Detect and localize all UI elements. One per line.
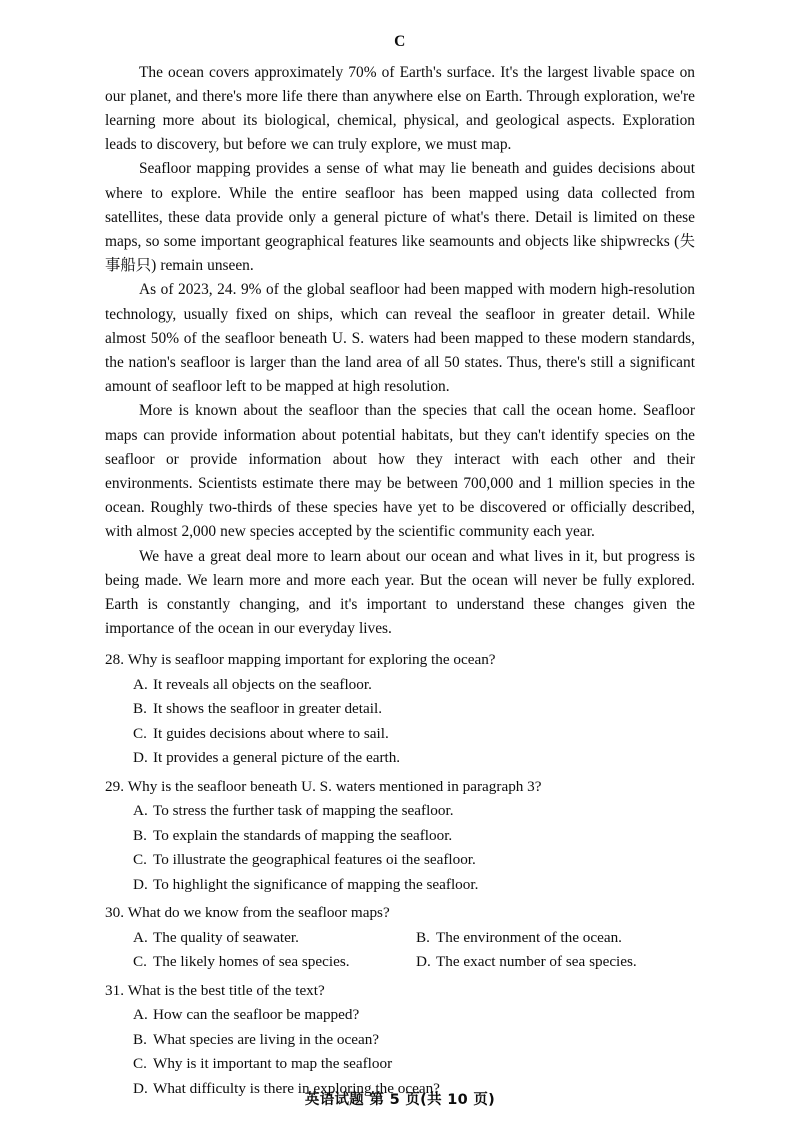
question-30-options [105, 926, 695, 975]
option-28-c-text: It guides decisions about where to sail. [153, 724, 389, 742]
option-31-d-text: What difficulty is there in exploring the ocean? [153, 1079, 440, 1097]
option-31-b-label: B. [133, 1030, 147, 1048]
question-30-stem [105, 901, 695, 926]
option-31-b-text: What species are living in the ocean? [153, 1030, 380, 1048]
reading-passage [105, 61, 695, 642]
option-30-b[interactable] [416, 926, 622, 951]
option-31-a[interactable] [105, 1003, 695, 1028]
option-29-d-text: To highlight the significance of mapping the seafloor. [153, 875, 479, 893]
option-row-30-1 [105, 926, 695, 951]
option-29-c-label: C. [133, 851, 147, 869]
option-29-a-label: A. [133, 802, 148, 820]
option-28-d-label: D. [133, 749, 148, 767]
option-28-d[interactable] [105, 746, 695, 771]
option-30-a-text: The quality of seawater. [153, 928, 299, 946]
option-29-c-text: To illustrate the geographical features oi the seafloor. [153, 851, 476, 869]
option-30-a-label: A. [133, 928, 148, 946]
option-row-30-2 [105, 950, 695, 975]
question-28-stem [105, 648, 695, 673]
question-28-options [105, 673, 695, 771]
option-29-b[interactable] [105, 824, 695, 849]
option-29-b-label: B. [133, 826, 147, 844]
option-29-c[interactable] [105, 848, 695, 873]
option-28-a-text: It reveals all objects on the seafloor. [153, 675, 372, 693]
question-31-options [105, 1003, 695, 1101]
footer-text: 英语试题 第 5 页(共 10 页) [304, 1092, 496, 1108]
option-30-b-text: The environment of the ocean. [436, 928, 622, 946]
option-28-a-label: A. [133, 675, 148, 693]
question-29 [105, 775, 695, 898]
option-29-b-text: To explain the standards of mapping the seafloor. [153, 826, 453, 844]
option-31-a-text: How can the seafloor be mapped? [153, 1006, 360, 1024]
question-30 [105, 901, 695, 975]
question-28 [105, 648, 695, 771]
option-29-a[interactable] [105, 799, 695, 824]
option-31-a-label: A. [133, 1006, 148, 1024]
option-28-b-text: It shows the seafloor in greater detail. [153, 700, 382, 718]
question-29-stem [105, 775, 695, 800]
option-31-c[interactable] [105, 1052, 695, 1077]
page-footer [0, 1088, 800, 1109]
option-28-c[interactable] [105, 722, 695, 747]
question-29-number: 29. [105, 777, 124, 795]
option-30-d-label: D. [416, 953, 431, 971]
option-30-c-text: The likely homes of sea species. [153, 953, 350, 971]
option-28-a[interactable] [105, 673, 695, 698]
passage-paragraph-4: More is known about the seafloor than the species that call the ocean home. Seafloor maps can provide information about potential habitats, but they can't identify species on the seafloor or provide information about how they interact with each other and their environments. Scientists estimate there may be between 700,000 and 1 million species in the ocean. Roughly two-thirds of these species have yet to be discovered or officially described, with almost 2,000 new species accepted by the scientific community each year. [105, 402, 695, 541]
question-31-number: 31. [105, 981, 124, 999]
option-31-c-label: C. [133, 1055, 147, 1073]
option-29-d-label: D. [133, 875, 148, 893]
passage-paragraph-1: The ocean covers approximately 70% of Earth's surface. It's the largest livable space on our planet, and there's more life there than anywhere else on Earth. Through exploration, we're learning more about its biological, chemical, physical, and geological aspects. Exploration leads to discovery, but before we can truly explore, we must map. [105, 63, 695, 154]
option-30-d-text: The exact number of sea species. [436, 953, 637, 971]
question-29-options [105, 799, 695, 897]
option-30-c[interactable] [133, 950, 416, 975]
passage-paragraph-3: As of 2023, 24. 9% of the global seafloor had been mapped with modern high-resolution technology, usually fixed on ships, which can reveal the seafloor in greater detail. While almost 50% of the seafloor beneath U. S. waters had been mapped to these modern standards, the nation's seafloor is larger than the land area of all 50 states. Thus, there's still a significant amount of seafloor left to be mapped at high resolution. [105, 281, 695, 396]
section-letter: C [394, 33, 406, 50]
page-content [105, 33, 695, 1101]
passage-paragraph-5: We have a great deal more to learn about our ocean and what lives in it, but progress is being made. We learn more and more each year. But the ocean will never be fully explored. Earth is constantly changing, and it's important to understand these changes given the importance of the ocean in our everyday lives. [105, 547, 695, 638]
question-30-number: 30. [105, 904, 124, 922]
option-31-d-label: D. [133, 1079, 148, 1097]
option-29-d[interactable] [105, 873, 695, 898]
question-31 [105, 979, 695, 1102]
option-28-b[interactable] [105, 697, 695, 722]
option-31-b[interactable] [105, 1028, 695, 1053]
questions-list [105, 648, 695, 1101]
question-30-text: What do we know from the seafloor maps? [127, 904, 390, 922]
option-31-c-text: Why is it important to map the seafloor [153, 1055, 393, 1073]
option-28-b-label: B. [133, 700, 147, 718]
question-31-stem [105, 979, 695, 1004]
option-30-c-label: C. [133, 953, 147, 971]
question-28-text: Why is seafloor mapping important for exploring the ocean? [127, 651, 496, 669]
question-31-text: What is the best title of the text? [127, 981, 325, 999]
option-29-a-text: To stress the further task of mapping the seafloor. [153, 802, 454, 820]
option-28-c-label: C. [133, 724, 147, 742]
option-30-d[interactable] [416, 950, 637, 975]
option-30-a[interactable] [133, 926, 416, 951]
question-29-text: Why is the seafloor beneath U. S. waters mentioned in paragraph 3? [127, 777, 542, 795]
option-30-b-label: B. [416, 928, 430, 946]
passage-paragraph-2: Seafloor mapping provides a sense of what may lie beneath and guides decisions about where to explore. While the entire seafloor has been mapped using data collected from satellites, these data provide only a general picture of what's there. Detail is limited on these maps, so some important geographical features like seamounts and objects like shipwrecks (失事船只) remain unseen. [105, 160, 695, 275]
question-28-number: 28. [105, 651, 124, 669]
option-28-d-text: It provides a general picture of the earth. [153, 749, 401, 767]
